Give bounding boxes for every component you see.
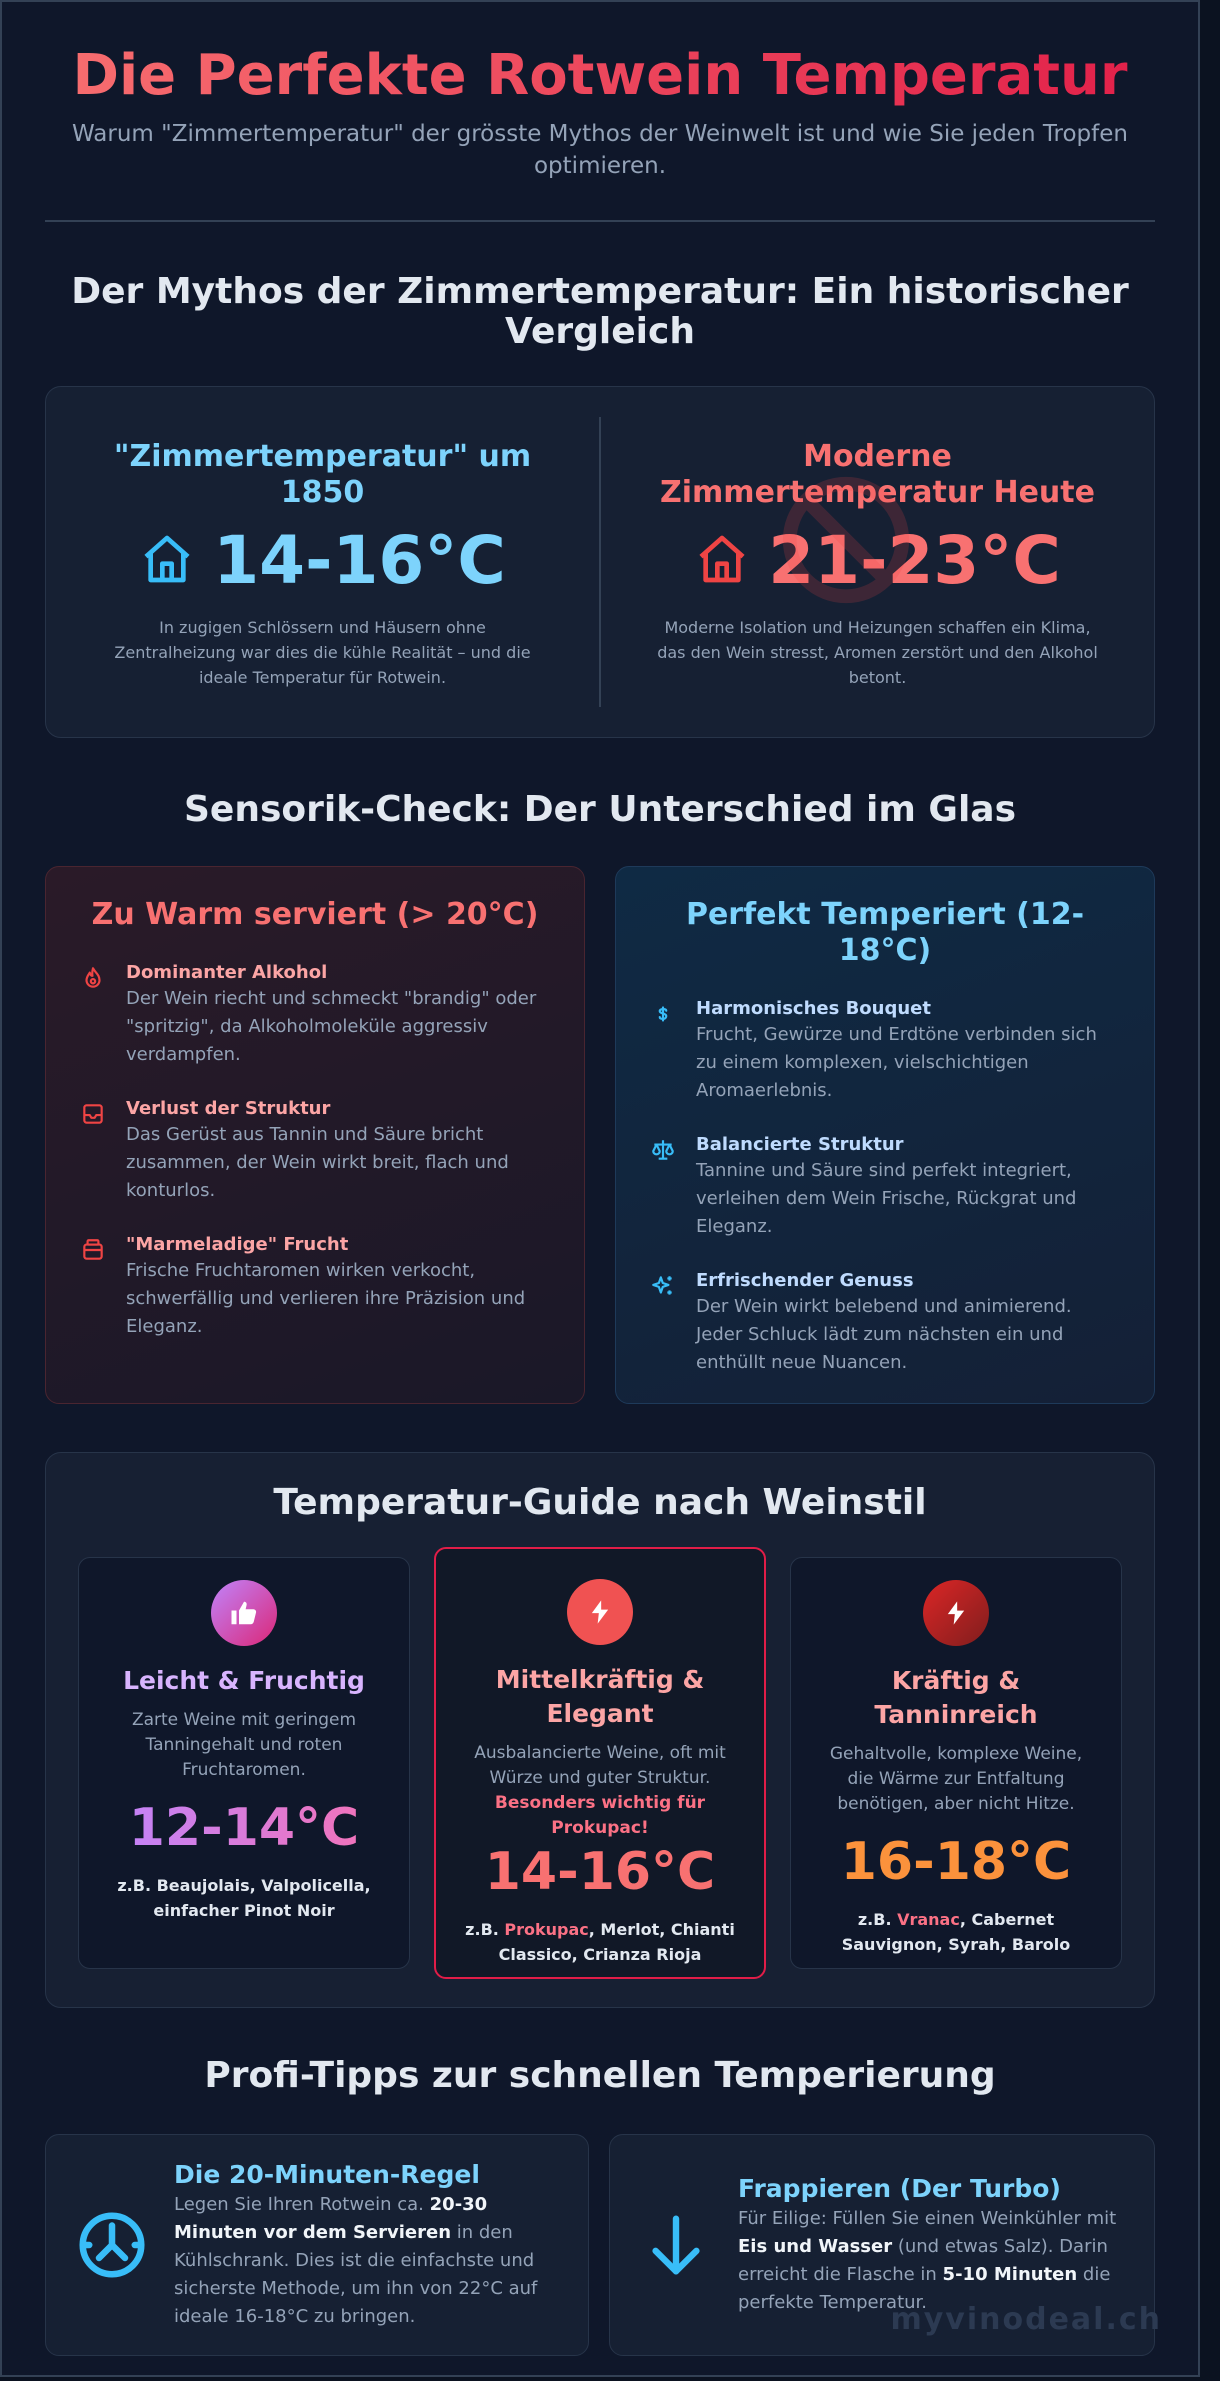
item-title: "Marmeladige" Frucht: [126, 1234, 349, 1255]
guide-card-description: Ausbalancierte Weine, oft mit Würze und guter Struktur.: [474, 1743, 726, 1788]
bolt-icon: [923, 1580, 989, 1646]
list-item: [80, 1097, 550, 1205]
sensorik-section-title: Sensorik-Check: Der Unterschied im Glas: [183, 789, 1017, 830]
guide-card-description: Gehaltvolle, komplexe Weine, die Wärme zur Entfaltung benötigen, aber nicht Hitze.: [829, 1744, 1083, 1814]
tip-title: Die 20-Minuten-Regel: [174, 2160, 480, 2189]
thumbs-up-icon: [211, 1580, 277, 1646]
item-title: Verlust der Struktur: [126, 1098, 331, 1119]
arrow-down-icon: [636, 2206, 716, 2284]
myth-comparison-card: [45, 386, 1155, 738]
clock-icon: [72, 2206, 152, 2284]
tips-section-title: Profi-Tipps zur schnellen Temperierung: [204, 2055, 996, 2096]
list-item: [80, 1233, 550, 1341]
brand-watermark: myvinodeal.ch: [890, 2302, 1162, 2337]
item-text: Der Wein riecht und schmeckt "brandig" oder "spritzig", da Alkoholmoleküle aggressiv verdampfen.: [126, 988, 537, 1065]
jar-icon: [80, 1233, 110, 1341]
list-item: [80, 961, 550, 1069]
flame-icon: [80, 961, 110, 1069]
guide-card-examples: z.B. Beaujolais, Valpolicella, einfacher Pinot Noir: [117, 1876, 371, 1920]
perfect-temp-heading: Perfekt Temperiert (12-18°C): [685, 897, 1085, 968]
modern-description: Moderne Isolation und Heizungen schaffen ein Klima, das den Wein stresst, Aromen zerstört und den Alkohol betont.: [657, 618, 1098, 687]
bolt-icon: [567, 1579, 633, 1645]
guide-card-temperature: 16-18°C: [840, 1832, 1072, 1892]
item-text: Tannine und Säure sind perfekt integriert, verleihen dem Wein Frische, Rückgrat und Eleganz.: [696, 1160, 1077, 1237]
guide-card-note: Besonders wichtig für Prokupac!: [494, 1793, 706, 1838]
item-title: Harmonisches Bouquet: [696, 998, 931, 1019]
ban-icon: [771, 465, 921, 615]
item-title: Balancierte Struktur: [696, 1134, 904, 1155]
item-title: Erfrischender Genuss: [696, 1270, 914, 1291]
house-icon: [139, 531, 195, 591]
guide-card-description: Zarte Weine mit geringem Tanningehalt und roten Fruchtaromen.: [131, 1710, 357, 1780]
temperature-guide: [45, 1452, 1155, 2008]
guide-section-title: Temperatur-Guide nach Weinstil: [273, 1482, 927, 1523]
myth-section-title: Der Mythos der Zimmertemperatur: Ein historischer Vergleich: [71, 271, 1129, 352]
guide-card-examples: z.B. Prokupac, Merlot, Chianti Classico, Crianza Rioja: [465, 1920, 735, 1964]
guide-card-name: Mittelkräftig & Elegant: [495, 1665, 705, 1728]
historic-temperature: 14-16°C: [213, 522, 506, 599]
list-item: [650, 997, 1120, 1105]
page-title: Die Perfekte Rotwein Temperatur: [2, 40, 1198, 112]
guide-card-name: Kräftig & Tanninreich: [874, 1666, 1038, 1729]
item-text: Das Gerüst aus Tannin und Säure bricht zusammen, der Wein wirkt breit, flach und konturlos.: [126, 1124, 509, 1201]
sensorik-cards: [45, 866, 1155, 1404]
guide-card-examples: z.B. Vranac, Cabernet Sauvignon, Syrah, Barolo: [841, 1910, 1071, 1954]
modern-heading: Moderne Zimmertemperatur Heute: [660, 439, 1095, 510]
guide-card-light: [78, 1557, 410, 1969]
guide-card-temperature: 12-14°C: [107, 1797, 381, 1859]
list-item: [650, 1269, 1120, 1377]
perfect-temp-card: [615, 866, 1155, 1404]
scale-icon: [650, 1133, 680, 1241]
guide-card-medium: [434, 1547, 766, 1979]
guide-card-temperature: 14-16°C: [484, 1842, 716, 1902]
historic-column: [46, 387, 599, 737]
item-text: Der Wein wirkt belebend und animierend. Jeder Schluck lädt zum nächsten ein und enthüllt neue Nuancen.: [696, 1296, 1072, 1373]
list-item: [650, 1133, 1120, 1241]
guide-card-strong: [790, 1557, 1122, 1969]
item-text: Frucht, Gewürze und Erdtöne verbinden sich zu einem komplexen, vielschichtigen Aromaerlebnis.: [696, 1024, 1097, 1101]
too-warm-heading: Zu Warm serviert (> 20°C): [91, 897, 539, 932]
tip-card-20-minutes: [45, 2134, 589, 2356]
modern-column: [599, 417, 1154, 707]
header: [2, 2, 1198, 182]
too-warm-card: [45, 866, 585, 1404]
historic-heading: "Zimmertemperatur" um 1850: [113, 439, 532, 510]
house-icon: [694, 531, 750, 591]
header-divider: [45, 220, 1155, 222]
tray-icon: [80, 1097, 110, 1205]
sparkle-icon: [650, 1269, 680, 1377]
dollar-icon: [650, 997, 680, 1105]
historic-description: In zugigen Schlössern und Häusern ohne Zentralheizung war dies die kühle Realität – und die ideale Temperatur für Rotwein.: [114, 618, 531, 687]
tip-title: Frappieren (Der Turbo): [738, 2174, 1061, 2203]
modern-temperature: 21-23°C: [768, 522, 1061, 599]
tip-text: Für Eilige: Füllen Sie einen Weinkühler mit Eis und Wasser (und etwas Salz). Darin erreicht die Flasche in 5-10 Minuten die perfekte Temperatur.: [738, 2208, 1117, 2313]
page-subtitle: Warum "Zimmertemperatur" der grösste Mythos der Weinwelt ist und wie Sie jeden Tropfen optimieren.: [72, 121, 1128, 179]
item-title: Dominanter Alkohol: [126, 962, 328, 983]
tip-text: Legen Sie Ihren Rotwein ca. 20-30 Minuten vor dem Servieren in den Kühlschrank. Dies ist die einfachste und sicherste Methode, um ihn von 22°C auf ideale 16-18°C zu bringen.: [174, 2194, 538, 2327]
item-text: Frische Fruchtaromen wirken verkocht, schwerfällig und verlieren ihre Präzision und Eleganz.: [126, 1260, 526, 1337]
guide-card-name: Leicht & Fruchtig: [123, 1666, 365, 1695]
